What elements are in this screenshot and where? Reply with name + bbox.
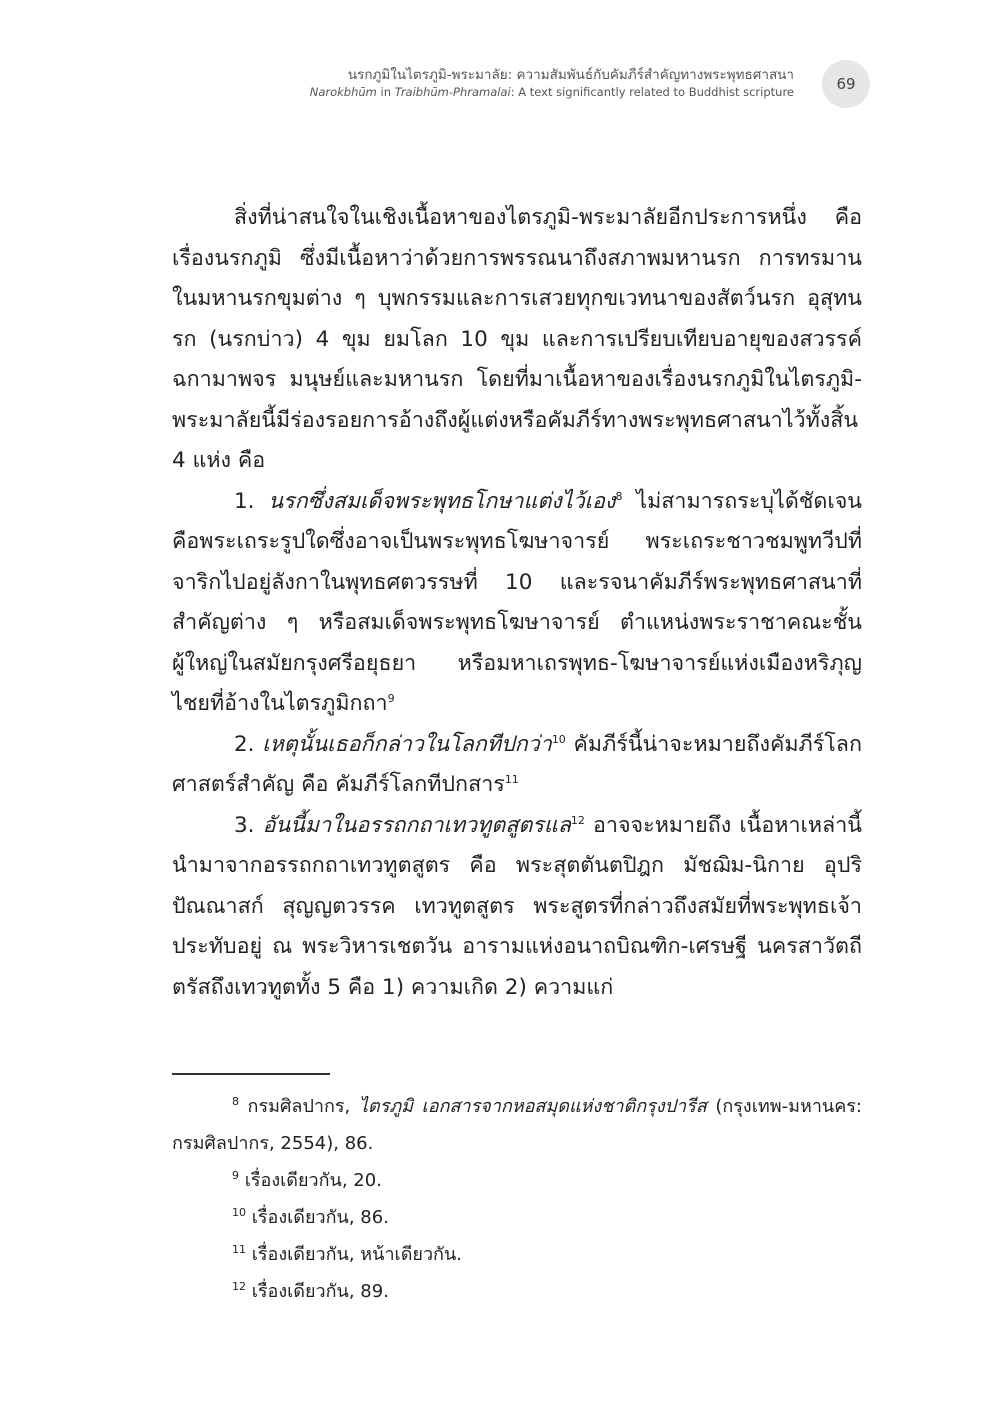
footnote-ref-12: 12 bbox=[570, 813, 585, 827]
intro-paragraph: สิ่งที่น่าสนใจในเชิงเนื้อหาของไตรภูมิ-พระมาลัยอีกประการหนึ่ง คือ เรื่องนรกภูมิ ซึ่งมีเนื้อหาว่าด้วยการพรรณนาถึงสภาพมหานรก การทรมานในมหานรกขุมต่าง ๆ บุพกรรมและการเสวยทุกขเวทนาของสัตว์นรก อุสุทนรก (นรกบ่าว) 4 ขุม ยมโลก 10 ขุม และการเปรียบเทียบอายุของสวรรค์ฉกามาพจร มนุษย์และมหานรก โดยที่มาเนื้อหาของเรื่องนรกภูมิในไตรภูมิ-พระมาลัยนี้มีร่องรอยการอ้างถึงผู้แต่งหรือคัมภีร์ทางพระพุทธศาสนาไว้ทั้งสิ้น 4 แห่ง คือ bbox=[172, 205, 862, 473]
footnote-11 bbox=[172, 1236, 862, 1273]
list-item-1-title: นรกซึ่งสมเด็จพระพุทธโกษาแต่งไว้เอง bbox=[268, 488, 616, 514]
page-number: 69 bbox=[822, 60, 870, 108]
running-header-english bbox=[154, 84, 794, 100]
footnote-ref-10: 10 bbox=[551, 732, 566, 746]
footnote-9-number: 9 bbox=[232, 1169, 239, 1182]
footnote-8 bbox=[172, 1088, 862, 1162]
body-text bbox=[172, 198, 862, 1008]
footnote-12-number: 12 bbox=[232, 1280, 246, 1293]
list-item-2-text: คัมภีร์นี้น่าจะหมายถึงคัมภีร์โลกศาสตร์สำคัญ คือ คัมภีร์โลกทีปกสาร bbox=[172, 731, 862, 797]
list-item-2-title: เหตุนั้นเธอก็กล่าวในโลกทีปกว่า bbox=[262, 731, 552, 757]
running-header-title-2: Traibhūm-Phramalai bbox=[394, 85, 511, 99]
footnote-divider bbox=[172, 1073, 330, 1075]
list-item-1-number: 1. bbox=[234, 488, 269, 514]
footnote-10-number: 10 bbox=[232, 1206, 246, 1219]
list-item-3-text: อาจจะหมายถึง เนื้อหาเหล่านี้นำมาจากอรรถกถาเทวทูตสูตร คือ พระสุตตันตปิฎก มัชฌิม-นิกาย อุปริปัณณาสก์ สุญญตวรรค เทวทูตสูตร พระสูตรที่กล่าวถึงสมัยที่พระพุทธเจ้าประทับอยู่ ณ พระวิหารเชตวัน อารามแห่งอนาถบิณฑิก-เศรษฐี นครสาวัตถี ตรัสถึงเทวทูตทั้ง 5 คือ 1) ความเกิด 2) ความแก่ bbox=[172, 812, 862, 1000]
footnote-8-post: (กรุงเทพ-มหานคร: กรมศิลปากร, 2554), 86. bbox=[172, 1096, 862, 1154]
footnote-8-pre: กรมศิลปากร, bbox=[239, 1096, 359, 1117]
footnote-9-text: เรื่องเดียวกัน, 20. bbox=[239, 1170, 382, 1191]
footnote-12 bbox=[172, 1273, 862, 1310]
footnote-ref-8: 8 bbox=[615, 489, 623, 503]
running-header bbox=[154, 66, 794, 100]
footnote-11-text: เรื่องเดียวกัน, หน้าเดียวกัน. bbox=[246, 1244, 462, 1265]
footnote-9 bbox=[172, 1162, 862, 1199]
list-item-2 bbox=[172, 725, 862, 806]
list-item-1-text: ไม่สามารถระบุได้ชัดเจนคือพระเถระรูปใดซึ่งอาจเป็นพระพุทธโฆษาจารย์ พระเถระชาวชมพูทวีปที่จาริกไปอยู่ลังกาในพุทธศตวรรษที่ 10 และรจนาคัมภีร์พระพุทธศาสนาที่สำคัญต่าง ๆ หรือสมเด็จพระพุทธโฆษาจารย์ ตำแหน่งพระราชาคณะชั้นผู้ใหญ่ในสมัยกรุงศรีอยุธยา หรือมหาเถรพุทธ-โฆษาจารย์แห่งเมืองหริภุญไชยที่อ้างในไตรภูมิกถา bbox=[172, 488, 862, 716]
list-item-2-number: 2. bbox=[234, 731, 263, 757]
footnote-ref-9: 9 bbox=[387, 691, 395, 705]
list-item-3 bbox=[172, 806, 862, 1009]
list-item-3-number: 3. bbox=[234, 812, 263, 838]
footnote-10-text: เรื่องเดียวกัน, 86. bbox=[246, 1207, 389, 1228]
running-header-thai: นรกภูมิในไตรภูมิ-พระมาลัย: ความสัมพันธ์กับคัมภีร์สำคัญทางพระพุทธศาสนา bbox=[347, 67, 794, 83]
footnote-ref-11: 11 bbox=[504, 772, 519, 786]
running-header-subtitle: : A text significantly related to Buddhist scripture bbox=[510, 85, 794, 99]
footnote-12-text: เรื่องเดียวกัน, 89. bbox=[246, 1281, 389, 1302]
footnotes bbox=[172, 1088, 862, 1310]
footnote-8-number: 8 bbox=[232, 1095, 239, 1108]
running-header-title-1: Narokbhūm bbox=[309, 85, 377, 99]
list-item-1 bbox=[172, 482, 862, 725]
footnote-8-title: ไตรภูมิ เอกสารจากหอสมุดแห่งชาติกรุงปารีส bbox=[358, 1096, 707, 1117]
running-header-connector: in bbox=[376, 85, 395, 99]
list-item-3-title: อันนี้มาในอรรถกถาเทวทูตสูตรแล bbox=[262, 812, 571, 838]
footnote-11-number: 11 bbox=[232, 1243, 246, 1256]
footnote-10 bbox=[172, 1199, 862, 1236]
